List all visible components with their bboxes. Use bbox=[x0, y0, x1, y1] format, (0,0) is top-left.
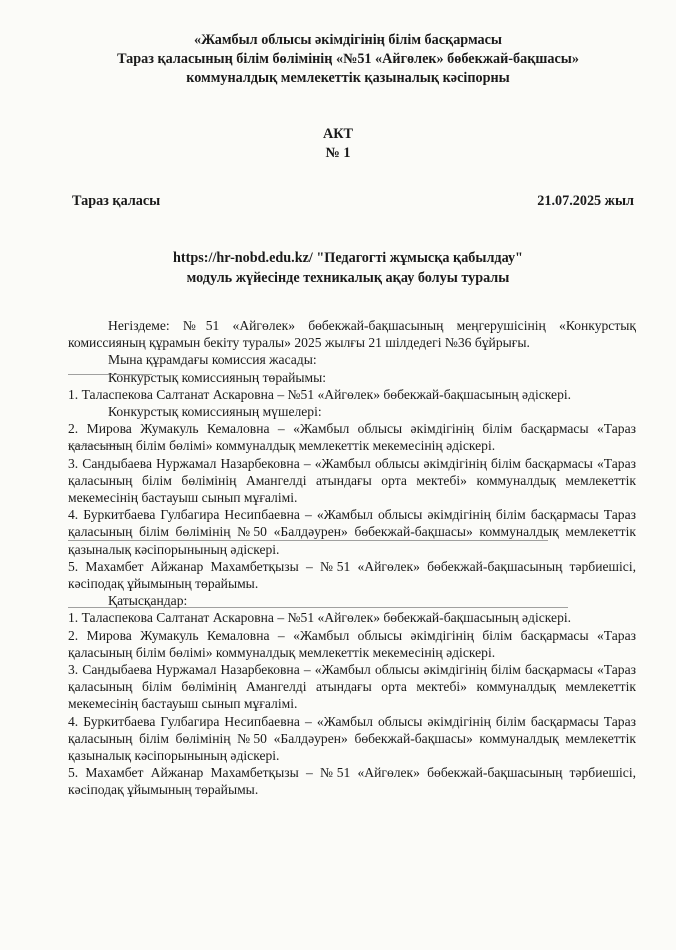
chair-heading: Конкурстық комиссияның төрайымы: bbox=[108, 369, 327, 385]
commission-intro: Мына құрамдағы комиссия жасады: bbox=[108, 352, 317, 368]
members-heading: Конкурстық комиссияның мүшелері: bbox=[108, 404, 322, 420]
scan-strike-mark bbox=[68, 540, 548, 541]
header-line-3: коммуналдық мемлекеттік қазыналық кәсіпорны bbox=[186, 70, 510, 86]
participants-heading: Қатысқандар: bbox=[108, 593, 188, 609]
subject-line-2: модуль жүйесінде техникалық ақау болуы туралы bbox=[186, 270, 510, 286]
act-body bbox=[68, 317, 636, 799]
scan-strike-mark bbox=[68, 374, 152, 375]
member-entry: 4. Буркитбаева Гулбагира Несипбаевна – «Жамбыл облысы әкімдігінің білім басқармасы Тараз қаласының білім бөлімінің №50 «Балдәурен» бөбекжай-бақшасы» коммуналдық мемлекеттік қазыналық кәсіпорынының әдіскері. bbox=[68, 507, 636, 557]
header-line-2: Тараз қаласының білім бөлімінің «№51 «Айгөлек» бөбекжай-бақшасы» bbox=[117, 51, 579, 67]
header-line-1: «Жамбыл облысы әкімдігінің білім басқармасы bbox=[193, 32, 503, 48]
act-title: АКТ bbox=[323, 126, 353, 142]
organization-header bbox=[60, 31, 636, 88]
participant-entry: 4. Буркитбаева Гулбагира Несипбаевна – «Жамбыл облысы әкімдігінің білім басқармасы Тараз қаласының білім бөлімінің №50 «Балдәурен» бөбекжай-бақшасы» коммуналдық мемлекеттік қазыналық кәсіпорынының әдіскері. bbox=[68, 713, 636, 764]
member-entry: 5. Махамбет Айжанар Махамбетқызы – №51 «Айгөлек» бөбекжай-бақшасының тәрбиешісі, кәсіподақ ұйымының төрайымы. bbox=[68, 558, 636, 592]
act-title-block bbox=[0, 125, 676, 163]
participant-entry: 3. Сандыбаева Нуржамал Назарбековна – «Жамбыл облысы әкімдігінің білім басқармасы «Тараз қаласының білім бөлімінің Амангелді атындағы орта мектебі» коммуналдық мемлекеттік мекемесінің бастауыш сынып мұғалімі. bbox=[68, 662, 636, 712]
participant-entry: 5. Махамбет Айжанар Махамбетқызы – №51 «Айгөлек» бөбекжай-бақшасының тәрбиешісі, кәсіподақ ұйымының төрайымы. bbox=[68, 765, 636, 798]
chair-entry: 1. Таласпекова Салтанат Аскаровна – №51 «Айгөлек» бөбекжай-бақшасының әдіскері. bbox=[68, 386, 572, 402]
act-date: 21.07.2025 жыл bbox=[537, 193, 634, 209]
participant-entry: 1. Таласпекова Салтанат Аскаровна – №51 «Айгөлек» бөбекжай-бақшасының әдіскері. bbox=[68, 610, 572, 626]
scan-strike-mark bbox=[68, 445, 122, 446]
act-number: № 1 bbox=[325, 145, 351, 161]
scan-strike-mark bbox=[68, 607, 568, 608]
subject-line-1: https://hr-nobd.edu.kz/ "Педагогті жұмысқа қабылдау" bbox=[173, 250, 523, 266]
city-label: Тараз қаласы bbox=[72, 193, 161, 209]
basis-paragraph: Негіздеме: №51 «Айгөлек» бөбекжай-бақшасының меңгерушісінің «Конкурстық комиссияның құрамын бекіту туралы» 2025 жылғы 21 шілдедегі №36 бұйрығы. bbox=[68, 318, 636, 351]
participant-entry: 2. Мирова Жумакуль Кемаловна – «Жамбыл облысы әкімдігінің білім басқармасы «Тараз қаласының білім бөлімі» коммуналдық мемлекеттік мекемесінің әдіскері. bbox=[68, 627, 636, 660]
member-entry: 3. Сандыбаева Нуржамал Назарбековна – «Жамбыл облысы әкімдігінің білім басқармасы «Тараз қаласының білім бөлімінің Амангелді атындағы орта мектебі» коммуналдық мемлекеттік мекемесінің бастауыш сынып мұғалімі. bbox=[68, 455, 636, 506]
member-entry: 2. Мирова Жумакуль Кемаловна – «Жамбыл облысы әкімдігінің білім басқармасы «Тараз қаласының білім бөлімі» коммуналдық мемлекеттік мекемесінің әдіскері. bbox=[68, 421, 636, 454]
act-subject bbox=[60, 248, 636, 288]
